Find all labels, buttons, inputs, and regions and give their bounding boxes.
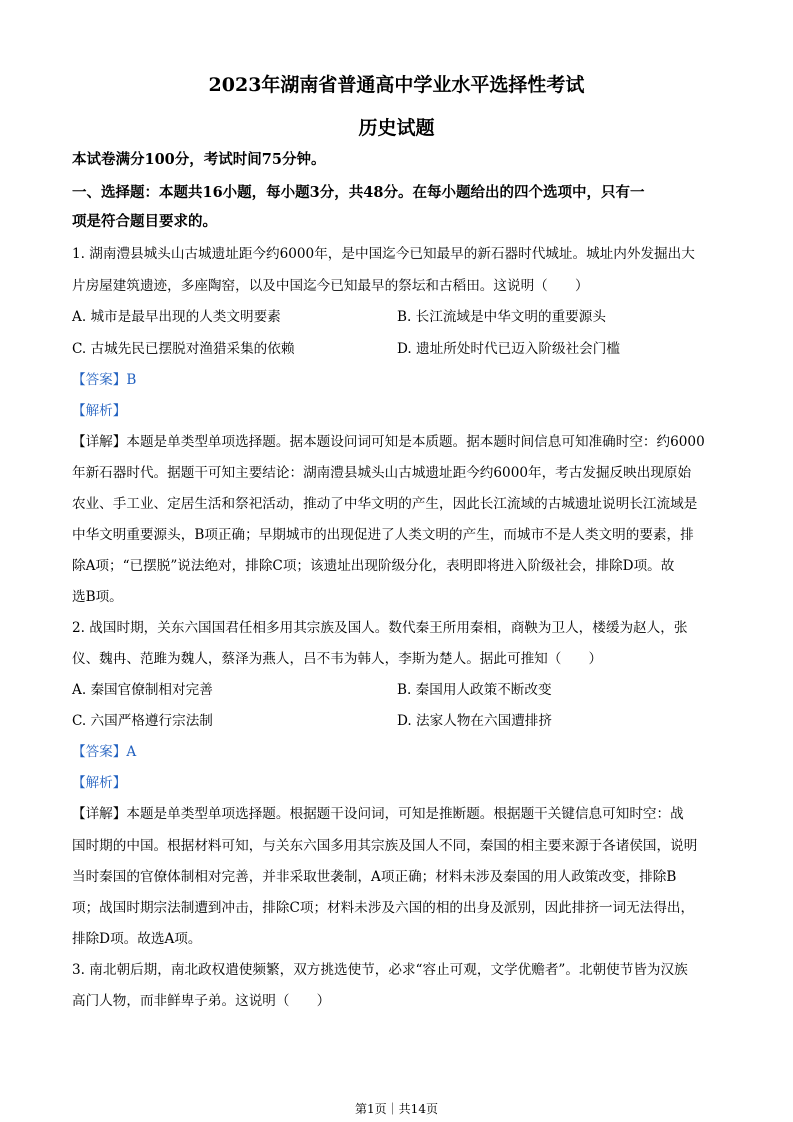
q1-detail-line: 除A项；“已摆脱”说法绝对，排除C项；该遗址出现阶级分化，表明即将进入阶级社会，排除D项。故 <box>72 558 675 574</box>
q1-option-b: B. 长江流域是中华文明的重要源头 <box>397 309 606 325</box>
q2-detail-line: 当时秦国的官僚体制相对完善，并非采取世袭制，A项正确；材料未涉及秦国的用人政策改变，排除B <box>72 869 677 885</box>
q1-option-d: D. 遗址所处时代已迈入阶级社会门槛 <box>397 341 620 357</box>
q2-stem-line: 2. 战国时期，关东六国国君任相多用其宗族及国人。数代秦王所用秦相，商鞅为卫人，楼缓为赵人，张 <box>72 620 688 636</box>
q2-detail-line: 项；战国时期宗法制遭到冲击，排除C项；材料未涉及六国的相的出身及派别，因此排挤一词无法得出， <box>72 900 695 916</box>
q1-detail-line: 年新石器时代。据题干可知主要结论：湖南澧县城头山古城遗址距今约6000年，考古发掘反映出现原始 <box>72 465 692 481</box>
q2-detail-line: 排除D项。故选A项。 <box>72 931 202 947</box>
q1-answer: 【答案】B <box>72 372 137 388</box>
q2-option-a: A. 秦国官僚制相对完善 <box>72 682 213 698</box>
q1-detail-line: 【详解】本题是单类型单项选择题。据本题设问词可知是本质题。据本题时间信息可知准确时空：约6000 <box>72 434 705 450</box>
q1-analysis-label: 【解析】 <box>72 403 127 419</box>
q2-detail-line: 国时期的中国。根据材料可知，与关东六国多用其宗族及国人不同，秦国的相主要来源于各诸侯国，说明 <box>72 838 698 854</box>
q3-stem-line: 3. 南北朝后期，南北政权遣使频繁，双方挑选使节，必求“容止可观，文学优赡者”。北朝使节皆为汉族 <box>72 962 688 978</box>
q2-answer: 【答案】A <box>72 744 137 760</box>
q1-detail-line: 农业、手工业、定居生活和祭祀活动，推动了中华文明的产生，因此长江流域的古城遗址说明长江流域是 <box>72 496 698 512</box>
exam-subtitle: 历史试题 <box>358 117 435 139</box>
q1-detail-line: 选B项。 <box>72 589 123 605</box>
q2-detail-line: 【详解】本题是单类型单项选择题。根据题干设问词，可知是推断题。根据题干关键信息可知时空：战 <box>72 806 684 822</box>
q2-analysis-label: 【解析】 <box>72 775 127 791</box>
exam-instructions: 本试卷满分100分，考试时间75分钟。 <box>72 151 326 168</box>
q2-option-b: B. 秦国用人政策不断改变 <box>397 682 552 698</box>
q1-stem-line: 1. 湖南澧县城头山古城遗址距今约6000年，是中国迄今已知最早的新石器时代城址。城址内外发掘出大 <box>72 246 695 262</box>
q1-option-a: A. 城市是最早出现的人类文明要素 <box>72 309 281 325</box>
page-number: 第1页｜共14页 <box>355 1102 438 1116</box>
q3-stem-line: 高门人物，而非鲜卑子弟。这说明（ ） <box>72 993 331 1009</box>
q1-stem-line: 片房屋建筑遗迹，多座陶窑，以及中国迄今已知最早的祭坛和古稻田。这说明（ ） <box>72 278 589 294</box>
q2-option-d: D. 法家人物在六国遭排挤 <box>397 713 552 729</box>
q2-stem-line: 仪、魏冉、范雎为魏人，蔡泽为燕人，吕不韦为韩人，李斯为楚人。据此可推知（ ） <box>72 651 603 667</box>
exam-title: 2023年湖南省普通高中学业水平选择性考试 <box>208 74 585 96</box>
section-heading-cont: 项是符合题目要求的。 <box>72 213 217 230</box>
section-heading: 一、选择题：本题共16小题，每小题3分，共48分。在每小题给出的四个选项中，只有一 <box>72 184 645 201</box>
q1-option-c: C. 古城先民已摆脱对渔猎采集的依赖 <box>72 341 295 357</box>
q2-option-c: C. 六国严格遵行宗法制 <box>72 713 213 729</box>
q1-detail-line: 中华文明重要源头，B项正确；早期城市的出现促进了人类文明的产生，而城市不是人类文明的要素，排 <box>72 527 694 543</box>
